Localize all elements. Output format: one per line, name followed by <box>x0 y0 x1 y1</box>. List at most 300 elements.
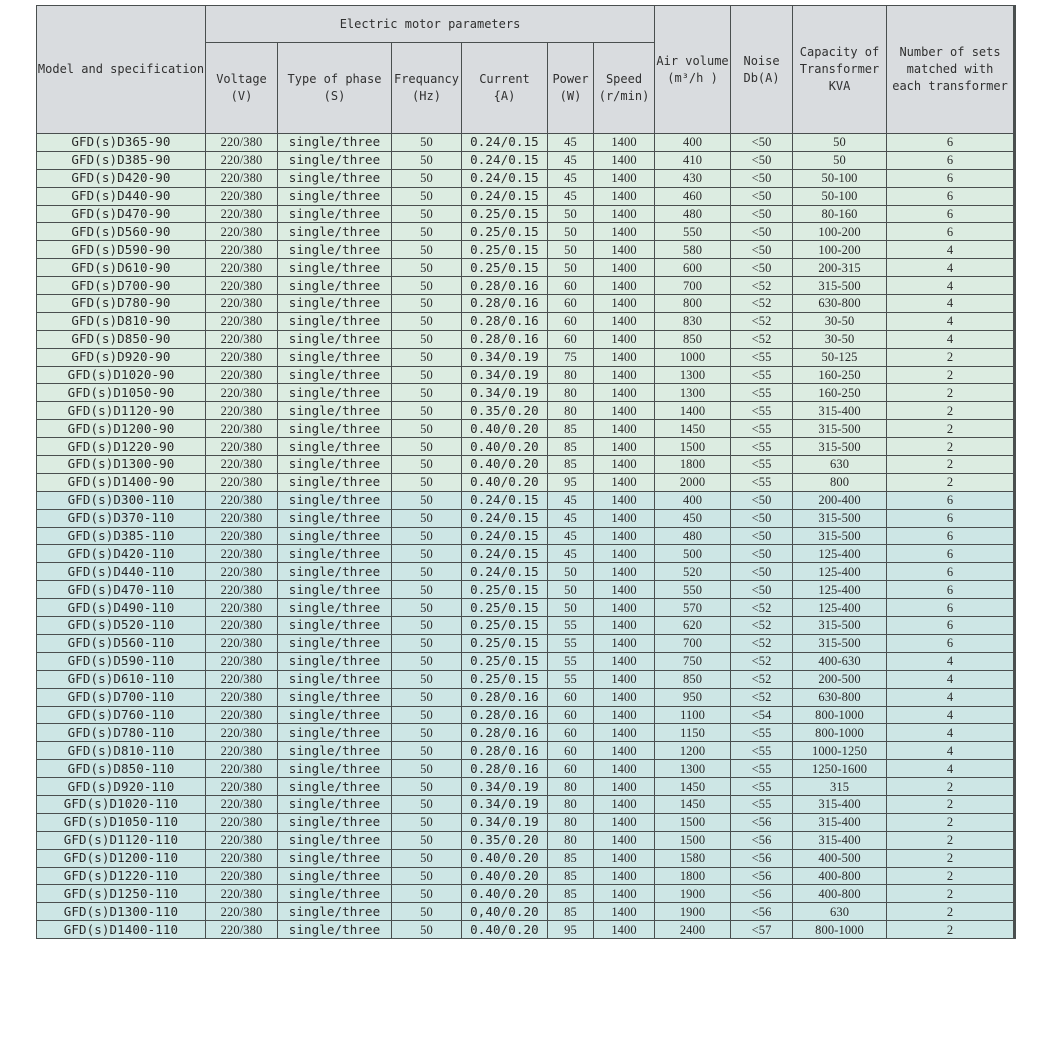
cell-frequency: 50 <box>392 634 462 652</box>
cell-phase: single/three <box>278 295 392 313</box>
cell-speed: 1400 <box>594 563 655 581</box>
cell-voltage: 220/380 <box>206 903 278 921</box>
cell-capacity: 125-400 <box>793 581 887 599</box>
cell-voltage: 220/380 <box>206 724 278 742</box>
cell-phase: single/three <box>278 223 392 241</box>
cell-current: 0.40/0.20 <box>462 473 548 491</box>
cell-phase: single/three <box>278 599 392 617</box>
cell-phase: single/three <box>278 867 392 885</box>
cell-model: GFD(s)D590-110 <box>37 652 206 670</box>
cell-voltage: 220/380 <box>206 921 278 939</box>
cell-air-volume: 1150 <box>655 724 731 742</box>
table-row <box>37 867 1014 885</box>
cell-capacity: 125-400 <box>793 563 887 581</box>
cell-current: 0,40/0.20 <box>462 903 548 921</box>
cell-current: 0.28/0.16 <box>462 295 548 313</box>
header-speed <box>594 43 655 134</box>
cell-phase: single/three <box>278 581 392 599</box>
cell-noise: <52 <box>731 295 793 313</box>
cell-voltage: 220/380 <box>206 742 278 760</box>
cell-speed: 1400 <box>594 491 655 509</box>
cell-speed: 1400 <box>594 366 655 384</box>
cell-capacity: 100-200 <box>793 223 887 241</box>
cell-sets: 2 <box>887 849 1014 867</box>
cell-capacity: 315-500 <box>793 527 887 545</box>
cell-frequency: 50 <box>392 545 462 563</box>
cell-voltage: 220/380 <box>206 527 278 545</box>
header-label: Speed <box>605 72 643 86</box>
header-frequency <box>392 43 462 134</box>
table-header <box>37 6 1014 134</box>
cell-speed: 1400 <box>594 813 655 831</box>
cell-air-volume: 1300 <box>655 366 731 384</box>
cell-sets: 6 <box>887 599 1014 617</box>
cell-model: GFD(s)D760-110 <box>37 706 206 724</box>
cell-sets: 6 <box>887 491 1014 509</box>
cell-voltage: 220/380 <box>206 366 278 384</box>
header-model <box>37 6 206 134</box>
cell-model: GFD(s)D1220-90 <box>37 438 206 456</box>
cell-power: 55 <box>548 634 594 652</box>
header-unit: (Hz) <box>412 89 441 103</box>
table-row <box>37 259 1014 277</box>
cell-phase: single/three <box>278 438 392 456</box>
cell-model: GFD(s)D850-90 <box>37 330 206 348</box>
cell-phase: single/three <box>278 259 392 277</box>
cell-power: 45 <box>548 509 594 527</box>
cell-frequency: 50 <box>392 760 462 778</box>
cell-voltage: 220/380 <box>206 778 278 796</box>
cell-frequency: 50 <box>392 688 462 706</box>
cell-speed: 1400 <box>594 688 655 706</box>
cell-noise: <55 <box>731 420 793 438</box>
cell-speed: 1400 <box>594 241 655 259</box>
cell-voltage: 220/380 <box>206 652 278 670</box>
cell-phase: single/three <box>278 706 392 724</box>
cell-capacity: 630-800 <box>793 688 887 706</box>
cell-capacity: 400-800 <box>793 885 887 903</box>
cell-air-volume: 550 <box>655 581 731 599</box>
cell-phase: single/three <box>278 813 392 831</box>
header-label: Frequancy <box>393 72 460 86</box>
cell-speed: 1400 <box>594 420 655 438</box>
cell-power: 80 <box>548 795 594 813</box>
cell-phase: single/three <box>278 563 392 581</box>
cell-sets: 6 <box>887 509 1014 527</box>
cell-voltage: 220/380 <box>206 259 278 277</box>
table-row <box>37 617 1014 635</box>
cell-noise: <52 <box>731 652 793 670</box>
cell-sets: 4 <box>887 670 1014 688</box>
cell-power: 80 <box>548 813 594 831</box>
cell-model: GFD(s)D1300-90 <box>37 456 206 474</box>
cell-power: 85 <box>548 885 594 903</box>
cell-sets: 2 <box>887 384 1014 402</box>
cell-sets: 6 <box>887 563 1014 581</box>
cell-current: 0.34/0.19 <box>462 384 548 402</box>
cell-capacity: 160-250 <box>793 366 887 384</box>
cell-air-volume: 460 <box>655 187 731 205</box>
cell-noise: <55 <box>731 456 793 474</box>
cell-current: 0.40/0.20 <box>462 867 548 885</box>
cell-frequency: 50 <box>392 366 462 384</box>
cell-phase: single/three <box>278 366 392 384</box>
cell-frequency: 50 <box>392 491 462 509</box>
cell-capacity: 315-500 <box>793 617 887 635</box>
header-label: Power <box>552 72 589 86</box>
cell-noise: <50 <box>731 223 793 241</box>
header-phase <box>278 43 392 134</box>
cell-power: 60 <box>548 688 594 706</box>
cell-power: 55 <box>548 670 594 688</box>
cell-power: 50 <box>548 599 594 617</box>
cell-noise: <52 <box>731 617 793 635</box>
header-model-label: Model and specification <box>37 62 205 76</box>
header-sets <box>887 6 1014 134</box>
cell-power: 60 <box>548 760 594 778</box>
cell-voltage: 220/380 <box>206 634 278 652</box>
cell-air-volume: 830 <box>655 312 731 330</box>
cell-current: 0.24/0.15 <box>462 545 548 563</box>
cell-speed: 1400 <box>594 921 655 939</box>
cell-capacity: 315-400 <box>793 813 887 831</box>
cell-current: 0.28/0.16 <box>462 706 548 724</box>
table-row <box>37 241 1014 259</box>
header-current <box>462 43 548 134</box>
cell-phase: single/three <box>278 831 392 849</box>
cell-power: 50 <box>548 581 594 599</box>
cell-sets: 6 <box>887 581 1014 599</box>
cell-capacity: 315-500 <box>793 509 887 527</box>
cell-current: 0.25/0.15 <box>462 241 548 259</box>
table-row <box>37 849 1014 867</box>
table-row <box>37 509 1014 527</box>
cell-model: GFD(s)D1050-90 <box>37 384 206 402</box>
cell-phase: single/three <box>278 670 392 688</box>
cell-speed: 1400 <box>594 169 655 187</box>
header-unit: {A) <box>493 89 516 103</box>
cell-capacity: 125-400 <box>793 599 887 617</box>
cell-power: 80 <box>548 384 594 402</box>
cell-noise: <56 <box>731 849 793 867</box>
cell-phase: single/three <box>278 402 392 420</box>
cell-power: 60 <box>548 312 594 330</box>
header-group-motor-params <box>206 6 655 43</box>
cell-current: 0.24/0.15 <box>462 491 548 509</box>
cell-phase: single/three <box>278 491 392 509</box>
cell-capacity: 400-500 <box>793 849 887 867</box>
cell-current: 0.25/0.15 <box>462 617 548 635</box>
cell-speed: 1400 <box>594 527 655 545</box>
cell-noise: <52 <box>731 330 793 348</box>
cell-speed: 1400 <box>594 134 655 152</box>
table-row <box>37 742 1014 760</box>
cell-voltage: 220/380 <box>206 563 278 581</box>
cell-current: 0.24/0.15 <box>462 151 548 169</box>
cell-sets: 6 <box>887 527 1014 545</box>
cell-noise: <56 <box>731 885 793 903</box>
cell-sets: 2 <box>887 903 1014 921</box>
cell-air-volume: 620 <box>655 617 731 635</box>
table-row <box>37 491 1014 509</box>
cell-frequency: 50 <box>392 903 462 921</box>
cell-air-volume: 1580 <box>655 849 731 867</box>
cell-sets: 4 <box>887 724 1014 742</box>
cell-noise: <55 <box>731 778 793 796</box>
cell-capacity: 200-400 <box>793 491 887 509</box>
cell-sets: 2 <box>887 366 1014 384</box>
cell-model: GFD(s)D1020-90 <box>37 366 206 384</box>
header-unit: (S) <box>323 89 346 103</box>
cell-air-volume: 1450 <box>655 795 731 813</box>
cell-sets: 2 <box>887 831 1014 849</box>
cell-voltage: 220/380 <box>206 223 278 241</box>
cell-model: GFD(s)D1250-110 <box>37 885 206 903</box>
cell-speed: 1400 <box>594 599 655 617</box>
header-label: each transformer <box>892 79 1008 93</box>
cell-frequency: 50 <box>392 456 462 474</box>
cell-phase: single/three <box>278 778 392 796</box>
cell-speed: 1400 <box>594 795 655 813</box>
cell-model: GFD(s)D1400-110 <box>37 921 206 939</box>
cell-capacity: 400-630 <box>793 652 887 670</box>
cell-air-volume: 1300 <box>655 384 731 402</box>
cell-current: 0.24/0.15 <box>462 509 548 527</box>
cell-power: 45 <box>548 169 594 187</box>
cell-noise: <55 <box>731 402 793 420</box>
cell-speed: 1400 <box>594 456 655 474</box>
cell-air-volume: 1800 <box>655 867 731 885</box>
cell-frequency: 50 <box>392 295 462 313</box>
header-label: Number of sets <box>899 45 1001 59</box>
cell-capacity: 800-1000 <box>793 724 887 742</box>
cell-air-volume: 800 <box>655 295 731 313</box>
cell-air-volume: 1900 <box>655 903 731 921</box>
cell-model: GFD(s)D470-90 <box>37 205 206 223</box>
table-row <box>37 778 1014 796</box>
cell-current: 0.25/0.15 <box>462 205 548 223</box>
table-row <box>37 724 1014 742</box>
cell-air-volume: 570 <box>655 599 731 617</box>
cell-speed: 1400 <box>594 634 655 652</box>
cell-air-volume: 2000 <box>655 473 731 491</box>
cell-phase: single/three <box>278 169 392 187</box>
cell-sets: 4 <box>887 312 1014 330</box>
cell-model: GFD(s)D560-90 <box>37 223 206 241</box>
header-voltage <box>206 43 278 134</box>
cell-air-volume: 1200 <box>655 742 731 760</box>
header-power <box>548 43 594 134</box>
cell-frequency: 50 <box>392 384 462 402</box>
header-unit: (W) <box>559 89 582 103</box>
cell-noise: <52 <box>731 634 793 652</box>
cell-sets: 6 <box>887 134 1014 152</box>
cell-current: 0.25/0.15 <box>462 581 548 599</box>
header-noise <box>731 6 793 134</box>
header-label: Type of phase <box>287 72 382 86</box>
cell-air-volume: 1500 <box>655 813 731 831</box>
table-row <box>37 420 1014 438</box>
cell-speed: 1400 <box>594 187 655 205</box>
cell-speed: 1400 <box>594 706 655 724</box>
table-row <box>37 563 1014 581</box>
cell-speed: 1400 <box>594 509 655 527</box>
cell-phase: single/three <box>278 688 392 706</box>
cell-phase: single/three <box>278 795 392 813</box>
cell-sets: 6 <box>887 223 1014 241</box>
cell-power: 60 <box>548 724 594 742</box>
cell-phase: single/three <box>278 241 392 259</box>
cell-current: 0.40/0.20 <box>462 849 548 867</box>
cell-frequency: 50 <box>392 330 462 348</box>
cell-noise: <56 <box>731 813 793 831</box>
cell-noise: <56 <box>731 903 793 921</box>
cell-capacity: 125-400 <box>793 545 887 563</box>
table-row <box>37 205 1014 223</box>
header-air-volume <box>655 6 731 134</box>
table-row <box>37 348 1014 366</box>
cell-air-volume: 450 <box>655 509 731 527</box>
cell-air-volume: 480 <box>655 527 731 545</box>
cell-capacity: 630 <box>793 903 887 921</box>
cell-air-volume: 400 <box>655 134 731 152</box>
cell-frequency: 50 <box>392 742 462 760</box>
cell-noise: <50 <box>731 527 793 545</box>
header-unit: (V) <box>230 89 253 103</box>
cell-phase: single/three <box>278 348 392 366</box>
cell-frequency: 50 <box>392 420 462 438</box>
cell-speed: 1400 <box>594 581 655 599</box>
cell-phase: single/three <box>278 617 392 635</box>
cell-air-volume: 400 <box>655 491 731 509</box>
cell-air-volume: 550 <box>655 223 731 241</box>
cell-noise: <55 <box>731 473 793 491</box>
cell-current: 0.28/0.16 <box>462 688 548 706</box>
cell-power: 45 <box>548 491 594 509</box>
cell-model: GFD(s)D1120-110 <box>37 831 206 849</box>
cell-phase: single/three <box>278 760 392 778</box>
cell-frequency: 50 <box>392 527 462 545</box>
cell-voltage: 220/380 <box>206 849 278 867</box>
cell-frequency: 50 <box>392 599 462 617</box>
cell-model: GFD(s)D440-90 <box>37 187 206 205</box>
cell-speed: 1400 <box>594 384 655 402</box>
table-row <box>37 921 1014 939</box>
cell-voltage: 220/380 <box>206 599 278 617</box>
cell-sets: 6 <box>887 634 1014 652</box>
cell-air-volume: 1500 <box>655 831 731 849</box>
cell-current: 0.34/0.19 <box>462 813 548 831</box>
cell-model: GFD(s)D385-90 <box>37 151 206 169</box>
cell-model: GFD(s)D700-90 <box>37 277 206 295</box>
cell-speed: 1400 <box>594 438 655 456</box>
table-row <box>37 670 1014 688</box>
cell-model: GFD(s)D560-110 <box>37 634 206 652</box>
table-row <box>37 223 1014 241</box>
cell-sets: 4 <box>887 652 1014 670</box>
cell-frequency: 50 <box>392 778 462 796</box>
cell-voltage: 220/380 <box>206 831 278 849</box>
table-row <box>37 473 1014 491</box>
cell-capacity: 315-500 <box>793 634 887 652</box>
cell-noise: <50 <box>731 187 793 205</box>
cell-air-volume: 2400 <box>655 921 731 939</box>
cell-capacity: 160-250 <box>793 384 887 402</box>
cell-frequency: 50 <box>392 151 462 169</box>
cell-air-volume: 1000 <box>655 348 731 366</box>
cell-frequency: 50 <box>392 849 462 867</box>
cell-voltage: 220/380 <box>206 581 278 599</box>
cell-sets: 2 <box>887 795 1014 813</box>
cell-capacity: 315-500 <box>793 277 887 295</box>
cell-current: 0.25/0.15 <box>462 652 548 670</box>
table-row <box>37 760 1014 778</box>
cell-phase: single/three <box>278 849 392 867</box>
cell-capacity: 630 <box>793 456 887 474</box>
table-row <box>37 277 1014 295</box>
cell-noise: <52 <box>731 670 793 688</box>
cell-noise: <55 <box>731 366 793 384</box>
cell-voltage: 220/380 <box>206 456 278 474</box>
cell-frequency: 50 <box>392 241 462 259</box>
cell-phase: single/three <box>278 921 392 939</box>
cell-voltage: 220/380 <box>206 885 278 903</box>
cell-model: GFD(s)D300-110 <box>37 491 206 509</box>
cell-speed: 1400 <box>594 330 655 348</box>
cell-voltage: 220/380 <box>206 813 278 831</box>
header-unit: (m³/h ) <box>667 70 718 85</box>
cell-sets: 4 <box>887 241 1014 259</box>
cell-voltage: 220/380 <box>206 795 278 813</box>
cell-air-volume: 1800 <box>655 456 731 474</box>
cell-phase: single/three <box>278 420 392 438</box>
cell-noise: <52 <box>731 599 793 617</box>
cell-phase: single/three <box>278 742 392 760</box>
cell-power: 85 <box>548 903 594 921</box>
cell-voltage: 220/380 <box>206 402 278 420</box>
cell-speed: 1400 <box>594 295 655 313</box>
cell-air-volume: 1400 <box>655 402 731 420</box>
cell-speed: 1400 <box>594 312 655 330</box>
cell-voltage: 220/380 <box>206 277 278 295</box>
cell-noise: <52 <box>731 688 793 706</box>
cell-model: GFD(s)D1120-90 <box>37 402 206 420</box>
cell-current: 0.28/0.16 <box>462 277 548 295</box>
cell-power: 50 <box>548 563 594 581</box>
cell-current: 0.28/0.16 <box>462 760 548 778</box>
cell-sets: 2 <box>887 420 1014 438</box>
cell-air-volume: 850 <box>655 670 731 688</box>
table-row <box>37 706 1014 724</box>
cell-power: 95 <box>548 921 594 939</box>
cell-frequency: 50 <box>392 885 462 903</box>
cell-speed: 1400 <box>594 545 655 563</box>
cell-speed: 1400 <box>594 205 655 223</box>
cell-speed: 1400 <box>594 903 655 921</box>
cell-voltage: 220/380 <box>206 169 278 187</box>
cell-frequency: 50 <box>392 724 462 742</box>
table-row <box>37 134 1014 152</box>
cell-power: 85 <box>548 420 594 438</box>
cell-model: GFD(s)D520-110 <box>37 617 206 635</box>
cell-frequency: 50 <box>392 795 462 813</box>
cell-current: 0.24/0.15 <box>462 187 548 205</box>
cell-frequency: 50 <box>392 223 462 241</box>
cell-current: 0.24/0.15 <box>462 134 548 152</box>
cell-model: GFD(s)D700-110 <box>37 688 206 706</box>
cell-sets: 6 <box>887 617 1014 635</box>
table-row <box>37 384 1014 402</box>
